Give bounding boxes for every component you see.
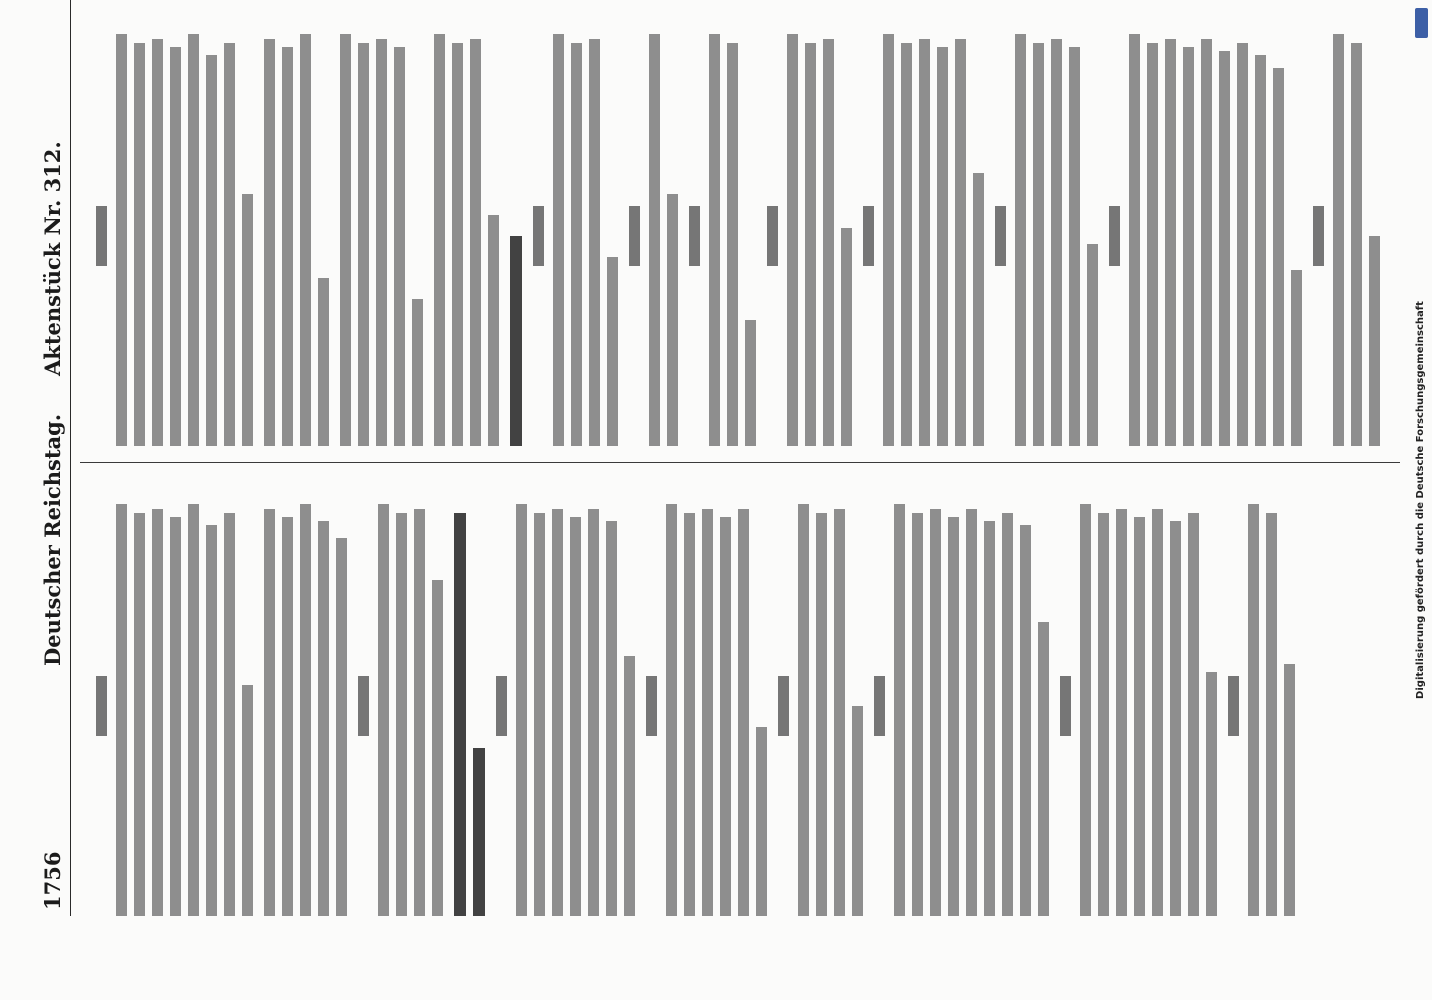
text-block [883, 26, 984, 446]
rotated-page [16, 0, 1416, 916]
text-block [264, 26, 329, 446]
text-block [434, 26, 499, 446]
section-heading [510, 26, 522, 446]
text-block [666, 496, 767, 916]
dfg-logo [1415, 8, 1428, 38]
left-column [90, 496, 1390, 916]
text-block [1015, 26, 1098, 446]
text-block [1248, 496, 1295, 916]
digitization-credit: Digitalisierung gefördert durch die Deutsche Forschungsgemeinschaft [1415, 301, 1426, 699]
text-block [1080, 496, 1217, 916]
text-block [340, 26, 423, 446]
right-column [90, 26, 1390, 446]
text-block [264, 496, 347, 916]
running-title: Deutscher Reichstag. [40, 413, 65, 666]
text-block [894, 496, 1049, 916]
text-block [709, 26, 756, 446]
document-number: Aktenstück Nr. 312. [40, 141, 65, 376]
page-number: 1756 [40, 851, 65, 910]
text-block [116, 496, 253, 916]
text-block [787, 26, 852, 446]
text-block [1333, 26, 1380, 446]
page-header [36, 0, 71, 916]
text-block [1129, 26, 1302, 446]
text-block [798, 496, 863, 916]
text-block [116, 26, 253, 446]
section-heading [454, 496, 485, 916]
text-block [378, 496, 443, 916]
text-block [553, 26, 618, 446]
column-divider [80, 462, 1400, 463]
text-block [649, 26, 678, 446]
text-block [516, 496, 635, 916]
